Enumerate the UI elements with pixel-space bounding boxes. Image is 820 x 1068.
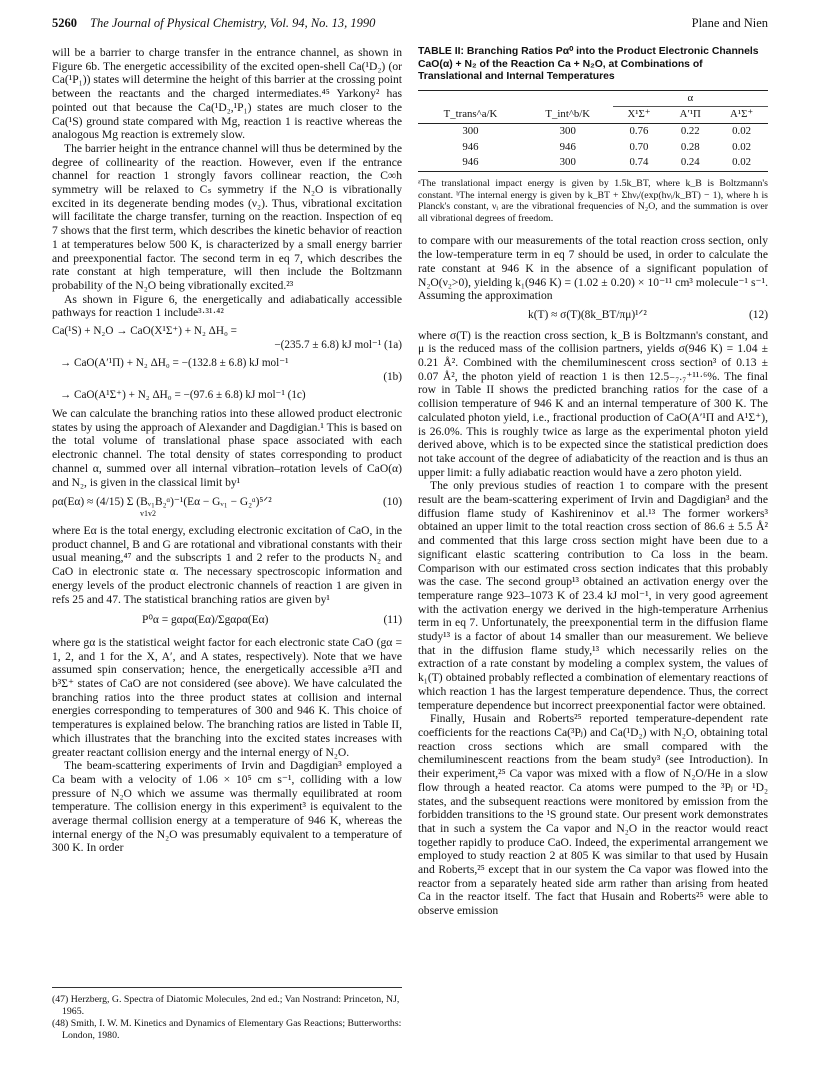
paragraph: The beam-scattering experiments of Irvin and Dagdigian³ employed a Ca beam with a velocity of 1.06 × 10⁵ cm s⁻¹, colliding with a low pressure of N₂O which we assume was thermally equilibrated at room temperature. The collision energy in this experiment³ is equivalent to the average thermal collision energy at a temperature of 946 K, whereas the internal energy of the N₂O was presumably equivalent to a temperature of 300 K. In order (52, 759, 402, 855)
paragraph: where Eα is the total energy, excluding electronic excitation of CaO, in the product channel, B and G are rotational and vibrational constants with their usual meaning,⁴⁷ and the subscripts 1 and 2 refer to the products N₂ and CaO in electronic state α. The necessary spectroscopic information and energy levels of the product electronic channels of reaction 1 are given in refs 25 and 47. The statistical branching ratios are given by¹ (52, 523, 402, 606)
equation-10-body: ρα(Eα) ≈ (4/15) Σ (Bᵥ₁B₂ᵅ)⁻¹(Eα − Gᵥ₁ − G₂ᵅ)⁵ᐟ² (52, 496, 272, 509)
equation-12-body: k(T) ≈ σ(T)(8k_BT/πμ)¹ᐟ² (528, 308, 647, 321)
paragraph: Finally, Husain and Roberts²⁵ reported temperature-dependent rate coefficients for the reactions Ca(³Pⱼ) and Ca(¹D₂) with N₂O, obtaining total reaction cross sections which are small compared with the chemiluminescent reactions from the beam study³ (see Introduction). In their experiment,²⁵ Ca vapor was mixed with a flow of N₂O/He in a slow flow through a heated reactor. Ca atoms were pumped to the ³Pⱼ or ¹D₂ states, and the subsequent reactions were monitored by emission from the forbidden transitions to the ¹S ground state. Our present work demonstrates that in such a system the Ca vapor and N₂O in the reactor would react together rapidly to produce CaO. Indeed, the experimental arrangement we employed to study reaction 2 at 805 K was similar to that used by Husain and Roberts,²⁵ except that in our system the Ca vapor was flowed into the reactor from a separately heated side arm rather than arising from heated Ca in the reactor itself. The fact that Husain and Roberts²⁵ were able to observe emission (418, 712, 768, 918)
running-header (52, 16, 768, 36)
table-cell: 0.24 (680, 156, 700, 169)
reaction-1c: → CaO(A¹Σ⁺) + N₂ ΔH₀ = −(97.6 ± 6.8) kJ mol⁻¹ (1c) (60, 389, 306, 402)
table-alpha-header: α (613, 90, 768, 107)
journal-citation: The Journal of Physical Chemistry, Vol. 94, No. 13, 1990 (90, 16, 376, 30)
reaction-1a-line2: −(235.7 ± 6.8) kJ mol⁻¹ (1a) (274, 339, 402, 352)
table-cell: 946 (462, 156, 479, 169)
table-header-a: A¹Σ⁺ (730, 108, 754, 121)
table-cell: 946 (462, 140, 479, 153)
left-column (52, 46, 402, 855)
table-header-aprime: A′¹Π (679, 108, 701, 121)
paragraph: will be a barrier to charge transfer in the entrance channel, as shown in Figure 6b. The energetic accessibility of the excited open-shell Ca(¹D₂) (or Ca(¹P₁)) states will determine the height of this barrier at the crossing point between the reactants and the charged intermediates.⁴⁵ Yarkony² has pointed out that because the Ca(¹D₂,¹P₁) states are much closer to the Ca(¹S) ground state compared with Mg, reaction 1 is reactive whereas the analogous Mg reaction is extremely slow. (52, 46, 402, 142)
table-cell: 0.02 (732, 156, 752, 169)
page-number: 5260 (52, 16, 77, 30)
reaction-1b-line1: → CaO(A′¹Π) + N₂ ΔH₀ = −(132.8 ± 6.8) kJ mol⁻¹ (60, 357, 289, 370)
table-cell: 0.74 (629, 156, 649, 169)
table-footnote: ᵃThe translational impact energy is given by 1.5k_BT, where k_B is Boltzmann's constant. ᵇThe internal energy is given by k_BT + Σhνᵢ/(exp(hνᵢ/k_BT) − 1), where h is Planck's constant, νᵢ are the vibrational frequencies of N₂O, and the summation is over all vibrational degrees of freedom. (418, 178, 768, 224)
reference-48: (48) Smith, I. W. M. Kinetics and Dynamics of Elementary Gas Reactions; Butterworths: London, 1980. (52, 1018, 402, 1041)
equation-11 (52, 614, 402, 628)
table-cell: 300 (462, 124, 479, 137)
paragraph: As shown in Figure 6, the energetically and adiabatically accessible pathways for reaction 1 include³·³¹·⁴² (52, 292, 402, 320)
table-cell: 0.02 (732, 140, 752, 153)
equation-10-number: (10) (383, 496, 402, 509)
equation-10 (52, 496, 402, 518)
table-header-ttrans: T_trans^a/K (443, 107, 498, 120)
equation-12-number: (12) (749, 308, 768, 321)
table-row (418, 140, 768, 156)
equation-11-body: P⁰α = gαρα(Eα)/Σgαρα(Eα) (142, 614, 269, 627)
table-cell: 300 (559, 156, 576, 169)
table-header-tint: T_int^b/K (545, 107, 591, 120)
running-authors: Plane and Nien (691, 16, 768, 30)
reaction-1b-line2: (1b) (383, 371, 402, 384)
table-cell: 0.76 (629, 124, 649, 137)
table-cell: 0.22 (680, 124, 700, 137)
branching-ratio-table (418, 90, 768, 173)
paragraph: to compare with our measurements of the total reaction cross section, only the low-temperature term in eq 7 should be used, in order to calculate the rate constant at 946 K in the absence of a significant population of N₂O(ν₂>0), yielding k₁(946 K) = (1.02 ± 0.20) × 10⁻¹¹ cm³ molecule⁻¹ s⁻¹. Assuming the approximation (418, 234, 768, 303)
table-cell: 300 (559, 124, 576, 137)
paragraph: The barrier height in the entrance channel will thus be determined by the degree of collinearity of the reaction. However, even if the entrance channel for reaction 1 strongly favors collinear reaction, the C∞h symmetry will be relaxed to Cₛ symmetry if the N₂O is vibrationally excited in its degenerate bending modes (ν₂). Thus, vibrational excitation will facilitate the charge transfer, turning on the reaction. Inspection of eq 7 shows that the first term, which describes the kinetic behavior of reaction 1 at temperatures below 500 K, is characterized by a small energy barrier and preexponential factor. The second term in eq 7, which describes the rate constant at high temperature, will then include the Boltzmann probability of the N₂O being vibrationally excited.²³ (52, 141, 402, 292)
reaction-scheme-1 (52, 324, 402, 402)
table-cell: 0.70 (629, 140, 649, 153)
footnote-references (52, 987, 402, 1042)
table-cell: 0.28 (680, 140, 700, 153)
equation-12 (418, 309, 768, 323)
table-title: TABLE II: Branching Ratios Pα⁰ into the Product Electronic Channels CaO(α) + N₂ of the Reaction Ca + N₂O, at Combinations of Translational and Internal Temperatures (418, 46, 759, 82)
paragraph: where σ(T) is the reaction cross section, k_B is Boltzmann's constant, and μ is the reduced mass of the collision partners, yields σ(946 K) = 1.04 ± 0.21 Å². Combined with the chemiluminescent cross section³ of 0.13 ± 0.07 Å², the photon yield of reaction 1 is then 12.5₋₇.₇⁺¹¹·⁶%. The final row in Table II shows the predicted branching ratios for the case of a collision temperature of 946 K and an internal temperature of 300 K. The calculated photon yield, i.e., fractional production of CaO(A′¹Π and A¹Σ⁺), is 26.0%. This is roughly twice as large as the experimental photon yield derived above, which is to be expected since the statistical prediction does not take account of the degree of adiabaticity of the reaction and is thus an upper limit: a fully adiabatic reaction would have a zero photon yield. (418, 328, 768, 479)
paragraph: The only previous studies of reaction 1 to compare with the present result are the beam-scattering experiment of Irvin and Dagdigian³ and the diffusion flame study of Kashireninov et al.¹³ The former workers³ obtained an upper limit to the total reaction cross section of 86.6 ± 5.5 Å² and commented that this large cross section might have been due to a significant elastic scattering contribution to Ca loss in the beam. Comparison with our estimated cross section indicates that this probably was the case. The second group¹³ obtained an activation energy over the temperature range 923–1073 K of 23.4 kJ mol⁻¹, in very good agreement with the activation energy we derived in the high-temperature Arrhenius term in eq 7. Unfortunately, the preexponential term in the diffusion flame study¹³ is a factor of about 14 smaller than our measurement. We believe that in the diffusion flame study,¹³ which necessarily relies on the extraction of a rate constant by modeling a complex system, the values of k₁(T) obtained probably reflected a combination of elementary reactions of which reaction 1 has the largest temperature dependence. Thus, the correct temperature dependence but incorrect preexponential factor were obtained. (418, 479, 768, 712)
table-cell: 946 (559, 140, 576, 153)
table-cell: 0.02 (732, 124, 752, 137)
paragraph: where gα is the statistical weight factor for each electronic state CaO (gα = 1, 2, and 1 for the X, A′, and A states, respectively). Note that we have assumed spin conservation; hence, the energetically accessible a³Π and b³Σ⁺ states of CaO are not considered (see above). We have calculated the branching ratios into the three product states at collision and internal energies corresponding to temperatures of 300 and 946 K. This choice of temperatures is explained below. The branching ratios are listed in Table II, which illustrates that the branching into the excited states increases with greater reactant collision energy and the internal energy of N₂O. (52, 635, 402, 759)
equation-10-sum-index: v1v2 (140, 508, 156, 518)
reaction-1a-line1: Ca(¹S) + N₂O → CaO(X¹Σ⁺) + N₂ ΔH₀ = (52, 325, 237, 338)
table-row (418, 123, 768, 139)
right-column (418, 46, 768, 918)
table-row (418, 155, 768, 171)
equation-11-number: (11) (383, 614, 402, 627)
table-header-x: X¹Σ⁺ (627, 108, 651, 121)
reference-47: (47) Herzberg, G. Spectra of Diatomic Molecules, 2nd ed.; Van Nostrand: Princeton, NJ, 1965. (52, 994, 400, 1017)
paragraph: We can calculate the branching ratios into these allowed product electronic states by using the approach of Alexander and Dagdigian.¹ This is based on the total volume of translational phase space associated with each electronic channel. The total density of states corresponding to product channel α, summed over all internal vibration–rotation levels of CaO(α) and N₂, is given in the classical limit by¹ (52, 407, 402, 489)
